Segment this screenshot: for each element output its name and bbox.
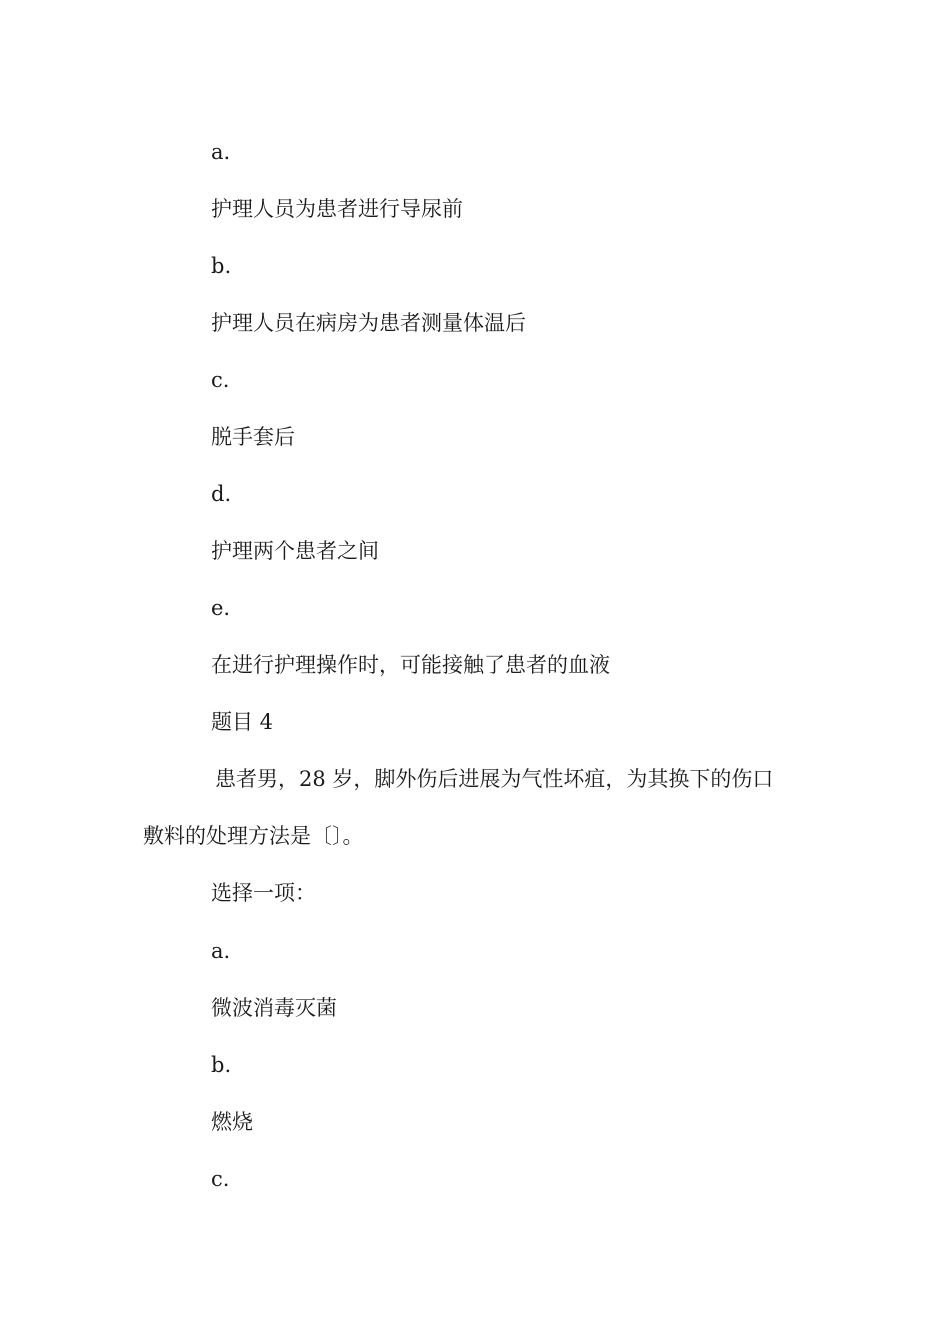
option-text-e: 在进行护理操作时，可能接触了患者的血液 [211, 653, 610, 677]
option-letter-e: e. [211, 596, 231, 620]
option-letter-d: d. [211, 482, 232, 506]
q4-option-letter-c: c. [211, 1167, 230, 1191]
option-text-b: 护理人员在病房为患者测量体温后 [211, 311, 526, 335]
question-stem-line-1: 患者男，28 岁，脚外伤后进展为气性坏疽，为其换下的伤口 [215, 767, 774, 791]
option-text-c: 脱手套后 [211, 425, 295, 449]
question-stem-line-2: 敷料的处理方法是〔〕。 [143, 824, 364, 848]
option-letter-a: a. [211, 140, 231, 164]
q4-option-letter-b: b. [211, 1053, 232, 1077]
question-heading: 题目 4 [211, 710, 274, 734]
q4-option-text-a: 微波消毒灭菌 [211, 996, 337, 1020]
q4-option-letter-a: a. [211, 939, 231, 963]
option-letter-b: b. [211, 254, 232, 278]
q4-option-text-b: 燃烧 [211, 1110, 253, 1134]
option-text-d: 护理两个患者之间 [211, 539, 379, 563]
option-text-a: 护理人员为患者进行导尿前 [211, 197, 463, 221]
question-prompt: 选择一项： [211, 881, 316, 905]
option-letter-c: c. [211, 368, 230, 392]
